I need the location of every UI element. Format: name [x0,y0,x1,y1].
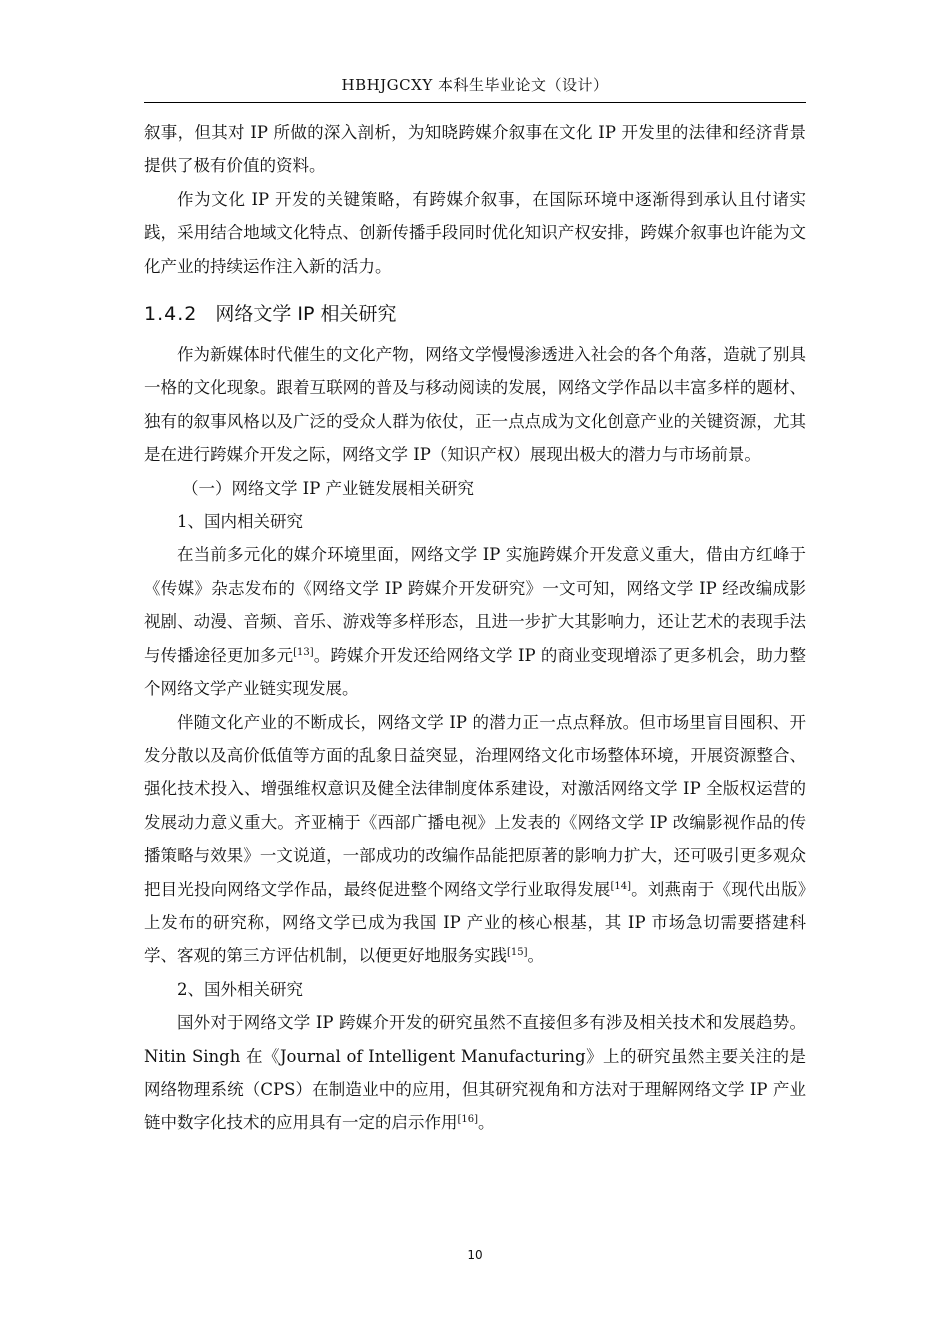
subheading: （一）网络文学 IP 产业链发展相关研究 [181,478,475,498]
paragraph: 作为新媒体时代催生的文化产物，网络文学慢慢渗透进入社会的各个角落，造就了别具一格的文化现象。跟着互联网的普及与移动阅读的发展，网络文学作品以丰富多样的题材、独有的叙事风格以及广泛的受众人群为依仗，正一点点成为文化创意产业的关键资源，尤其是在进行跨媒介开发之际，网络文学 IP（知识产权）展现出极大的潜力与市场前景。 [144,345,806,465]
section-title: 网络文学 IP 相关研究 [215,303,397,326]
section-heading [144,299,806,329]
citation: [16] [457,1114,479,1126]
body-text [144,116,806,1140]
citation: [14] [610,880,631,892]
paragraph-text: 。跨媒介开发还给网络文学 IP 的商业变现增添了更多机会，助力整个网络文学产业链实现发展。 [144,645,806,699]
citation: [13] [293,646,314,658]
paragraph-text: 。 [478,1113,495,1133]
subheading: 1、国内相关研究 [177,512,303,532]
page-number: 10 [467,1248,483,1262]
paragraph [144,1006,806,1140]
section-number: 1.4.2 [144,303,198,326]
citation: [15] [507,947,528,959]
paragraph [144,706,806,973]
paragraph-text: 。 [527,946,545,966]
page-header: HBHJGCXY 本科生毕业论文（设计） [144,74,806,103]
paragraph-text: 国外对于网络文学 IP 跨媒介开发的研究虽然不直接但多有涉及相关技术和发展趋势。Nitin Singh 在《Journal of Intelligent Manufacturing》上的研究虽然主要关注的是网络物理系统（CPS）在制造业中的应用，但其研究视角和方法对于理解网络文学 IP 产业链中数字化技术的应用具有一定的启示作用 [144,1013,806,1133]
paragraph: 叙事，但其对 IP 所做的深入剖析，为知晓跨媒介叙事在文化 IP 开发里的法律和经济背景提供了极有价值的资料。 [144,123,806,176]
paragraph-text: 伴随文化产业的不断成长，网络文学 IP 的潜力正一点点释放。但市场里盲目囤积、开发分散以及高价低值等方面的乱象日益突显，治理网络文化市场整体环境，开展资源整合、强化技术投入、增强维权意识及健全法律制度体系建设，对激活网络文学 IP 全版权运营的发展动力意义重大。齐亚楠于《西部广播电视》上发表的《网络文学 IP 改编影视作品的传播策略与效果》一文说道，一部成功的改编作品能把原著的影响力扩大，还可吸引更多观众把目光投向网络文学作品，最终促进整个网络文学行业取得发展 [144,712,806,899]
paragraph-text: 。刘燕南于《现代出版》上发布的研究称，网络文学已成为我国 IP 产业的核心根基，其 IP 市场急切需要搭建科学、客观的第三方评估机制，以便更好地服务实践 [144,879,807,966]
paragraph: 作为文化 IP 开发的关键策略，有跨媒介叙事，在国际环境中逐渐得到承认且付诸实践，采用结合地域文化特点、创新传播手段同时优化知识产权安排，跨媒介叙事也许能为文化产业的持续运作注入新的活力。 [144,189,806,276]
subheading: 2、国外相关研究 [177,979,303,999]
paragraph-text: 在当前多元化的媒介环境里面，网络文学 IP 实施跨媒介开发意义重大，借由方红峰于《传媒》杂志发布的《网络文学 IP 跨媒介开发研究》一文可知，网络文学 IP 经改编成影视剧、动漫、音频、音乐、游戏等多样形态，且进一步扩大其影响力，还让艺术的表现手法与传播途径更加多元 [144,545,806,665]
paragraph [144,538,806,705]
